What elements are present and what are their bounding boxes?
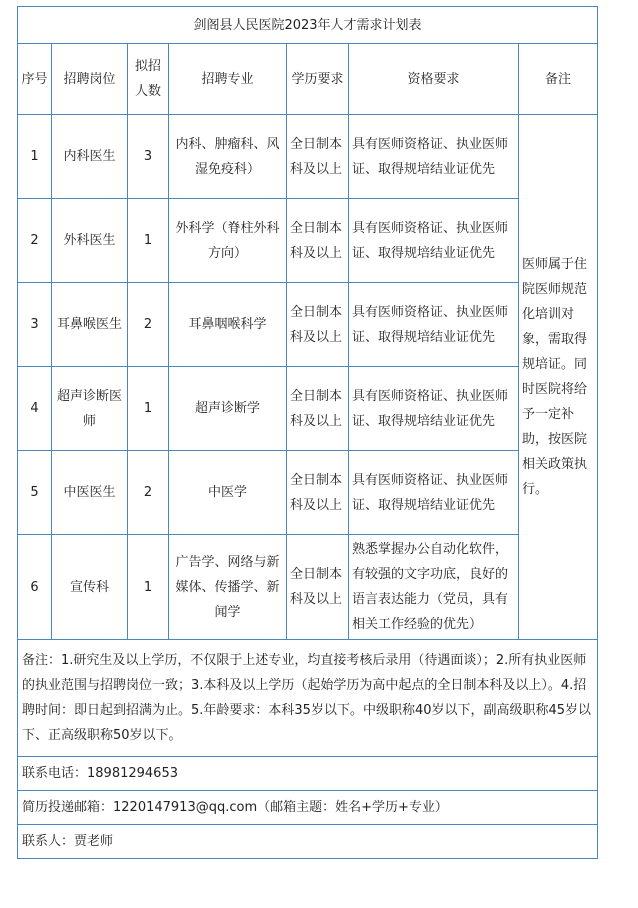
table-row — [18, 367, 598, 451]
row-education: 全日制本科及以上 — [287, 115, 349, 199]
row-qualification: 具有医师资格证、执业医师证、取得规培结业证优先 — [349, 199, 519, 283]
row-position: 外科医生 — [52, 199, 128, 283]
row-education: 全日制本科及以上 — [287, 283, 349, 367]
contact-person: 联系人：贾老师 — [18, 825, 598, 859]
recruitment-plan-table — [17, 6, 598, 859]
row-major: 超声诊断学 — [169, 367, 287, 451]
row-no: 1 — [18, 115, 52, 199]
remark-cell: 医师属于住院医师规范化培训对象，需取得规培证。同时医院将给予一定补助，按医院相关政策执行。 — [519, 115, 598, 640]
table-row — [18, 115, 598, 199]
notes-text: 备注：1.研究生及以上学历，不仅限于上述专业，均直接考核后录用（待遇面谈）；2.所有执业医师的执业范围与招聘岗位一致；3.本科及以上学历（起始学历为高中起点的全日制本科及以上）。4.招聘时间：即日起到招满为止。5.年龄要求：本科35岁以下。中级职称40岁以下，副高级职称45岁以下、正高级职称50岁以下。 — [18, 640, 598, 757]
row-education: 全日制本科及以上 — [287, 535, 349, 640]
row-no: 5 — [18, 451, 52, 535]
header-education: 学历要求 — [287, 44, 349, 115]
row-count: 2 — [128, 451, 169, 535]
row-education: 全日制本科及以上 — [287, 199, 349, 283]
row-no: 6 — [18, 535, 52, 640]
row-position: 中医医生 — [52, 451, 128, 535]
table-row — [18, 199, 598, 283]
table-row — [18, 535, 598, 640]
row-count: 1 — [128, 199, 169, 283]
row-position: 超声诊断医师 — [52, 367, 128, 451]
row-position: 耳鼻喉医生 — [52, 283, 128, 367]
row-position: 内科医生 — [52, 115, 128, 199]
table-title: 剑阁县人民医院2023年人才需求计划表 — [18, 7, 598, 44]
row-qualification: 具有医师资格证、执业医师证、取得规培结业证优先 — [349, 367, 519, 451]
header-row — [18, 44, 598, 115]
row-no: 4 — [18, 367, 52, 451]
row-count: 2 — [128, 283, 169, 367]
contact-phone: 联系电话：18981294653 — [18, 757, 598, 791]
row-count: 1 — [128, 535, 169, 640]
row-major: 中医学 — [169, 451, 287, 535]
row-major: 外科学（脊柱外科方向） — [169, 199, 287, 283]
table-row — [18, 451, 598, 535]
row-no: 3 — [18, 283, 52, 367]
row-count: 3 — [128, 115, 169, 199]
row-education: 全日制本科及以上 — [287, 367, 349, 451]
table-row — [18, 283, 598, 367]
row-qualification: 熟悉掌握办公自动化软件，有较强的文字功底，良好的语言表达能力（党员，具有相关工作经验的优先） — [349, 535, 519, 640]
header-count: 拟招人数 — [128, 44, 169, 115]
row-position: 宣传科 — [52, 535, 128, 640]
row-qualification: 具有医师资格证、执业医师证、取得规培结业证优先 — [349, 283, 519, 367]
row-major: 内科、肿瘤科、风湿免疫科） — [169, 115, 287, 199]
row-qualification: 具有医师资格证、执业医师证、取得规培结业证优先 — [349, 115, 519, 199]
row-major: 广告学、网络与新媒体、传播学、新闻学 — [169, 535, 287, 640]
header-position: 招聘岗位 — [52, 44, 128, 115]
row-qualification: 具有医师资格证、执业医师证、取得规培结业证优先 — [349, 451, 519, 535]
resume-email: 简历投递邮箱：1220147913@qq.com（邮箱主题：姓名+学历+专业） — [18, 791, 598, 825]
header-qualification: 资格要求 — [349, 44, 519, 115]
header-no: 序号 — [18, 44, 52, 115]
row-no: 2 — [18, 199, 52, 283]
row-education: 全日制本科及以上 — [287, 451, 349, 535]
header-major: 招聘专业 — [169, 44, 287, 115]
row-count: 1 — [128, 367, 169, 451]
header-remark: 备注 — [519, 44, 598, 115]
row-major: 耳鼻咽喉科学 — [169, 283, 287, 367]
